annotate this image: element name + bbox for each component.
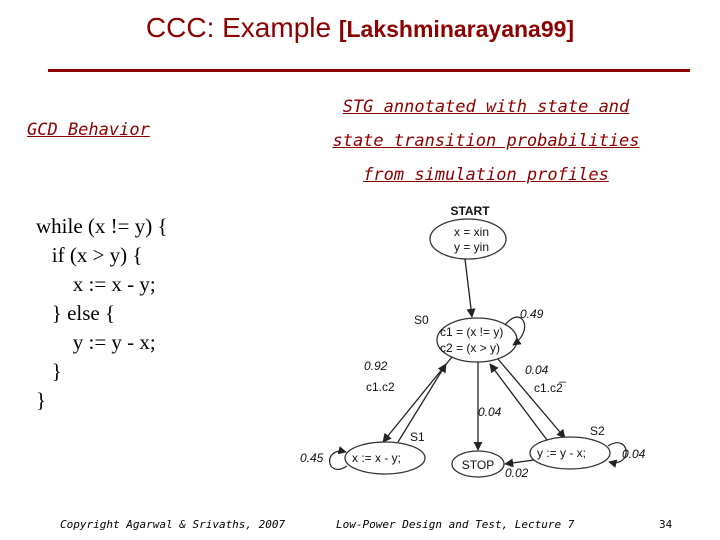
start-assign-y: y = yin [454, 240, 490, 254]
footer-course: Low-Power Design and Test, Lecture 7 [336, 518, 575, 531]
s0-to-s1-cond: c1.c2 [366, 380, 395, 394]
stg-heading-line-1: STG annotated with state and [342, 97, 630, 117]
gcd-code [36, 212, 168, 415]
start-assign-x: x = xin [454, 225, 490, 239]
stg-heading-line-2: state transition probabilities [332, 131, 640, 151]
slide-title [0, 12, 720, 44]
gcd-behavior-heading: GCD Behavior [27, 120, 150, 140]
title-reference: [Lakshminarayana99] [338, 16, 575, 42]
stg-diagram [296, 196, 676, 486]
s0-condition-c1: c1 = (x != y) [440, 325, 504, 339]
edge-s2-to-stop [505, 460, 534, 464]
code-line-2: if (x > y) { [36, 243, 143, 267]
title-divider [48, 69, 690, 72]
code-line-6: } [36, 359, 62, 383]
s0-to-s2-cond: c1.c2̅ [534, 381, 563, 395]
s0-to-s1-prob: 0.92 [364, 359, 388, 373]
code-line-7: } [36, 388, 47, 412]
start-state-name: START [450, 204, 490, 218]
code-line-5: y := y - x; [36, 330, 156, 354]
edge-start-to-s0 [465, 259, 472, 317]
s0-to-s2-prob: 0.04 [525, 363, 549, 377]
stg-heading [296, 90, 676, 192]
code-line-4: } else { [36, 301, 116, 325]
code-line-3: x := x - y; [36, 272, 156, 296]
stg-heading-line-3: from simulation profiles [363, 165, 609, 185]
s0-condition-c2: c2 = (x > y) [440, 341, 501, 355]
s2-action: y := y - x; [537, 446, 587, 460]
s2-to-stop-prob: 0.02 [505, 466, 529, 480]
s1-self-prob: 0.45 [300, 451, 324, 465]
stop-state-name: STOP [461, 458, 495, 472]
s0-to-stop-prob: 0.04 [478, 405, 502, 419]
edge-s1-self-loop [330, 451, 347, 469]
footer-copyright: Copyright Agarwal & Srivaths, 2007 [60, 518, 286, 531]
s1-action: x := x - y; [352, 451, 402, 465]
s0-state-name: S0 [414, 313, 429, 327]
code-line-1: while (x != y) { [36, 214, 168, 238]
s2-self-prob: 0.04 [622, 447, 646, 461]
s0-self-prob: 0.49 [520, 307, 544, 321]
title-main: CCC: Example [145, 12, 339, 43]
s2-state-name: S2 [590, 424, 605, 438]
s1-state-name: S1 [410, 430, 425, 444]
footer-page-number: 34 [659, 518, 673, 531]
